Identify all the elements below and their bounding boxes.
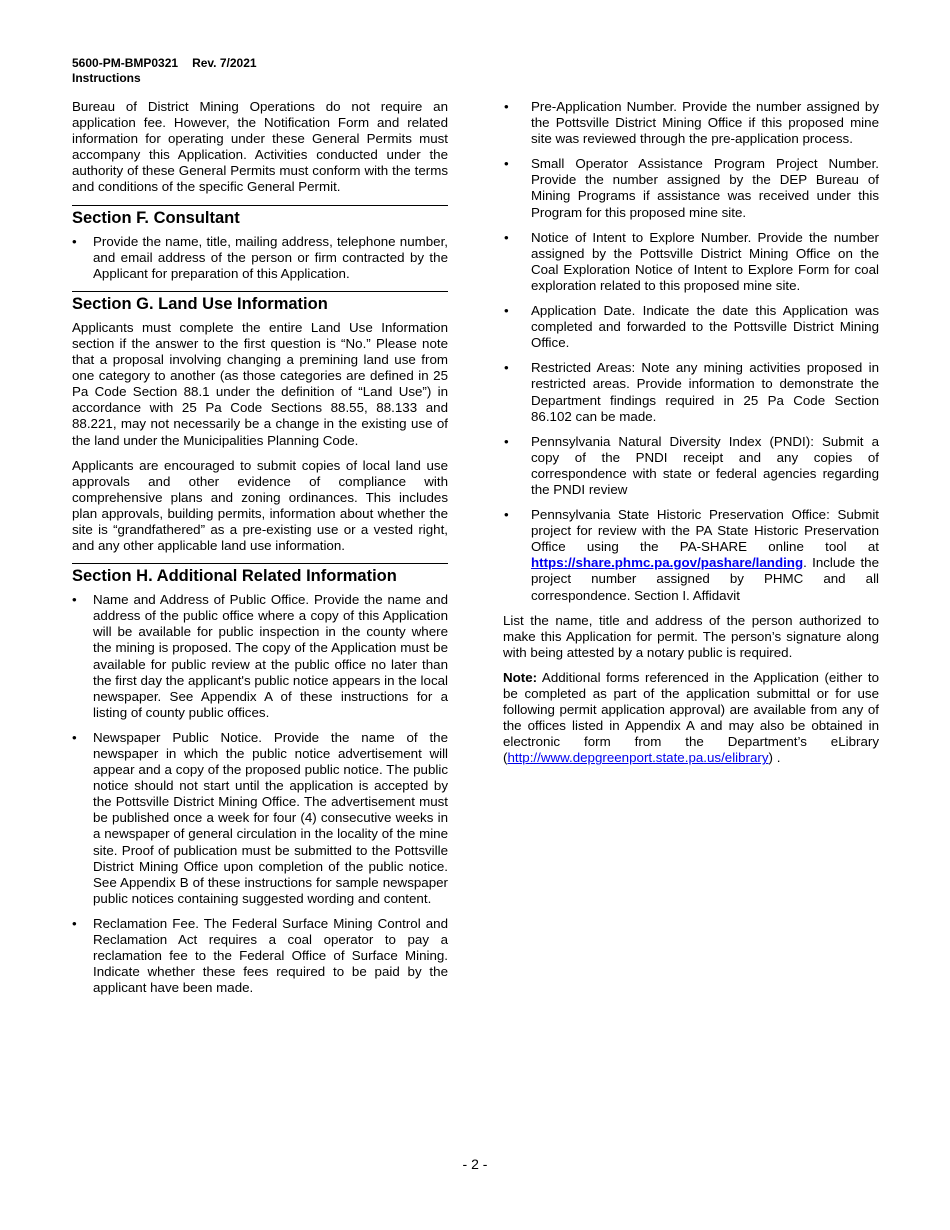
section-f-heading: Section F. Consultant [72,205,448,228]
list-item: • Notice of Intent to Explore Number. Provide the number assigned by the Pottsville District Mining Office on the Coal Exploration Notice of Intent to Explore Form for coal exploration related to this proposed mine site. [503,230,879,294]
phmc-text: Pennsylvania State Historic Preservation Office: Submit project for review with the PA State Historic Preservation Office using the PA-SHARE online tool at [531,507,879,555]
note-paragraph [503,670,879,767]
document-header [72,56,257,85]
section-g-paragraph: Applicants are encouraged to submit copies of local land use approvals and other evidence of compliance with comprehensive plans and zoning ordinances. This includes plan approvals, building permits, information about whether the site is “grandfathered” as a pre-existing use or a vested right, and any other applicable land use information. [72,457,448,554]
affidavit-paragraph: List the name, title and address of the person authorized to make this Application for permit. The person’s signature along with being attested by a notary public is required. [503,612,879,660]
note-text-end: ) . [768,750,781,766]
left-column [72,99,448,1005]
header-subtitle: Instructions [72,70,141,85]
list-item: • Pre-Application Number. Provide the number assigned by the Pottsville District Mining Office if this proposed mine site was reviewed through the pre-application process. [503,99,879,147]
section-g-heading: Section G. Land Use Information [72,291,448,314]
list-item: • Provide the name, title, mailing address, telephone number, and email address of the person or firm contracted by the Applicant for preparation of this Application. [72,234,448,282]
pashare-link[interactable]: https://share.phmc.pa.gov/pashare/landing [531,555,804,571]
list-item: • Name and Address of Public Office. Provide the name and address of the public office where a copy of this Application will be available for public inspection in the county where the mining is proposed. The copy of the Application must be available for public review at the public office no later than the first day the applicant's public notice appears in the local newspaper. See Appendix A of these instructions for a listing of county public offices. [72,592,448,721]
list-item: • Restricted Areas: Note any mining activities proposed in restricted areas. Provide information to demonstrate the Department findings required in 25 Pa Code Section 86.102 can be made. [503,360,879,424]
phmc-text-end: . Include the project number assigned by PHMC and all correspondence. Section I. Affidavit [531,555,879,603]
form-number: 5600-PM-BMP0321 [72,56,179,70]
elibrary-link[interactable]: http://www.depgreenport.state.pa.us/elibrary [507,750,769,766]
right-column [503,99,879,775]
list-item: • Application Date. Indicate the date this Application was completed and forwarded to the Pottsville District Mining Office. [503,303,879,351]
list-item-phmc [503,507,879,604]
section-f-list [72,234,448,282]
section-h-heading: Section H. Additional Related Information [72,563,448,586]
intro-paragraph: Bureau of District Mining Operations do not require an application fee. However, the Notification Form and related information for operating under these General Permits must accompany this Application. Activities conducted under the authority of these General Permits must conform with the terms and conditions of the specific General Permit. [72,99,448,195]
list-item: • Pennsylvania Natural Diversity Index (PNDI): Submit a copy of the PNDI receipt and any copies of correspondence with state or federal agencies regarding the PNDI review [503,434,879,498]
list-item: • Newspaper Public Notice. Provide the name of the newspaper in which the public notice advertisement will appear and a copy of the proposed public notice. The public notice should not start until the application is accepted by the Pottsville District Mining Office. The advertisement must be published once a week for four (4) consecutive weeks in a newspaper of general circulation in the locality of the mine site. Proof of publication must be submitted to the Pottsville District Mining Office upon completion of the public notice. See Appendix B of these instructions for sample newspaper public notices containing suggested wording and content. [72,730,448,907]
revision: Rev. 7/2021 [192,56,257,70]
section-h-continued-list [503,99,879,604]
section-g-paragraph: Applicants must complete the entire Land Use Information section if the answer to the first question is “No.” Please note that a proposal involving changing a premining land use from one category to another (as those categories are defined in 25 Pa Code Section 88.1 under the definition of “Land Use”) in accordance with 25 Pa Code Sections 88.55, 88.133 and 88.221, may not necessarily be a change in the existing use of the land under the Municipalities Planning Code. [72,319,448,448]
page-number: - 2 - [462,1156,488,1172]
note-label: Note: [503,669,538,685]
list-item: • Reclamation Fee. The Federal Surface Mining Control and Reclamation Act requires a coal operator to pay a reclamation fee to the Federal Office of Surface Mining. Indicate whether these fees required to be paid by the applicant have been made. [72,916,448,996]
note-text: Additional forms referenced in the Application (either to be completed as part of the application submittal or for use following permit application approval) are available from any of the offices listed in Appendix A and may also be obtained in electronic form from the Department’s eLibrary ( [503,669,879,766]
section-h-list [72,592,448,996]
list-item: • Small Operator Assistance Program Project Number. Provide the number assigned by the DEP Bureau of Mining Programs if assistance was received under this Program for this proposed mine site. [503,156,879,220]
